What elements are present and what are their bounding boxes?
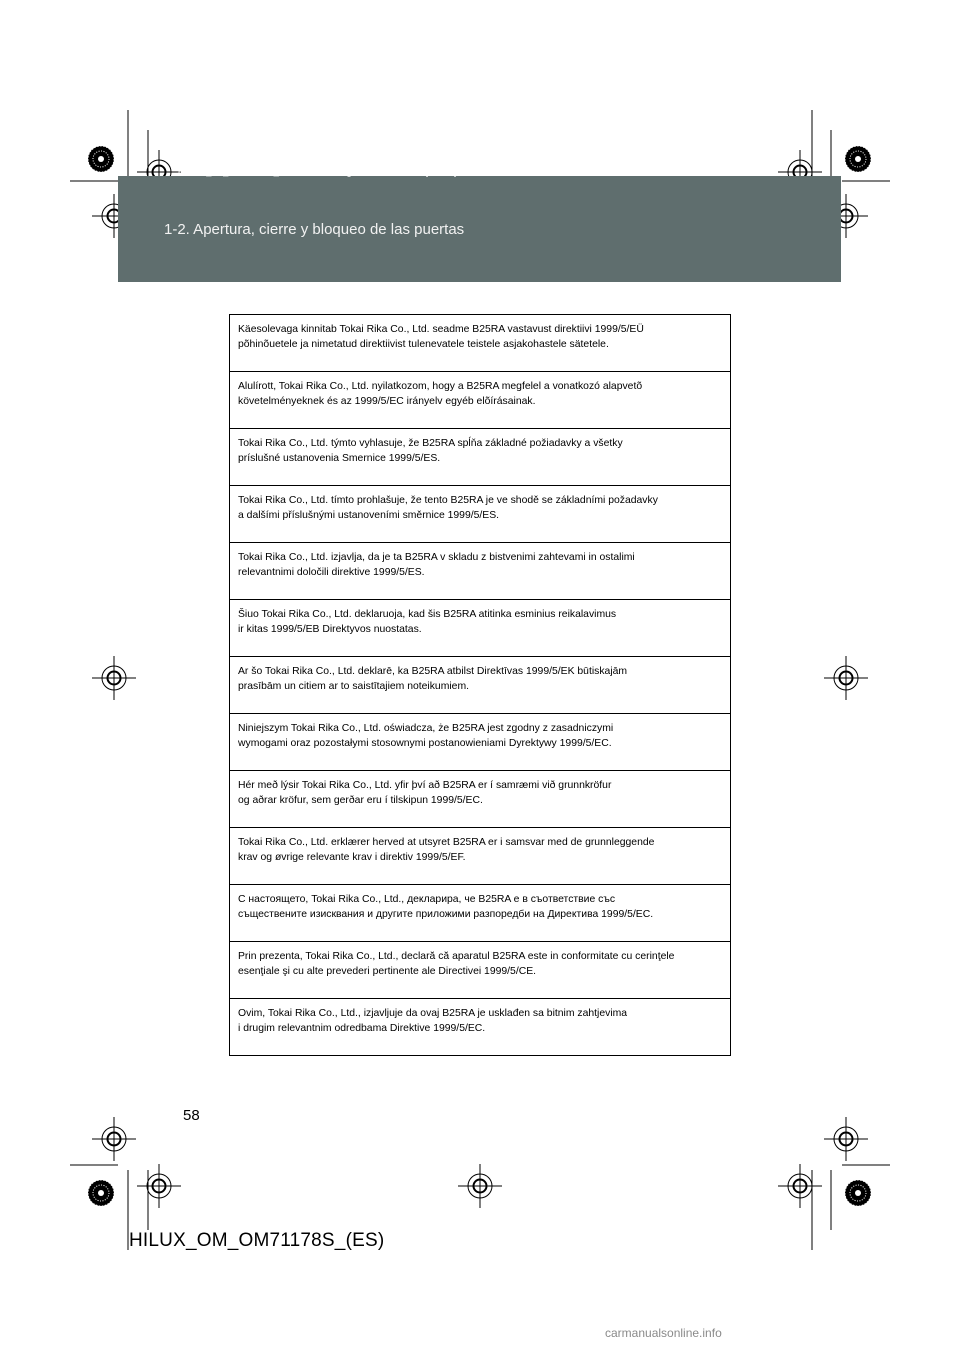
color-target-icon (845, 1180, 871, 1206)
declaration-text-line: Ovim, Tokai Rika Co., Ltd., izjavljuje da ovaj B25RA je usklađen sa bitnim zahtjevima (238, 1008, 628, 1019)
table-row (230, 315, 730, 372)
declaration-text-line: a dalšími příslušnými ustanoveními směrnice 1999/5/ES. (238, 510, 500, 521)
declaration-text-line: ir kitas 1999/5/EB Direktyvos nuostatas. (238, 624, 422, 635)
declaration-text-line: követelményeknek és az 1999/5/EC irányelv egyéb elõírásainak. (238, 396, 536, 407)
table-row (230, 828, 730, 885)
table-row (230, 885, 730, 942)
declaration-text-line: съществените изисквания и другите приложими разпоредби на Директива 1999/5/ЕС. (238, 909, 654, 920)
table-row (230, 372, 730, 429)
table-row (230, 600, 730, 657)
table-row (230, 429, 730, 486)
declaration-text-line: Tokai Rika Co., Ltd. týmto vyhlasuje, že B25RA spĺňa základné požiadavky a všetky (238, 438, 623, 449)
registration-mark-icon (458, 1164, 502, 1208)
registration-mark-icon (824, 656, 868, 700)
declaration-text-line: Tokai Rika Co., Ltd. izjavlja, da je ta B25RA v skladu z bistvenimi zahtevami in ostalimi (238, 552, 635, 563)
table-row (230, 543, 730, 600)
table-row (230, 657, 730, 714)
table-row (230, 942, 730, 999)
declaration-text-line: С настоящето, Tokai Rika Co., Ltd., декларира, че B25RA е в съответствие със (238, 894, 616, 905)
declaration-text-line: relevantnimi določili direktive 1999/5/ES. (238, 567, 425, 578)
declaration-text-line: Tokai Rika Co., Ltd. tímto prohlašuje, že tento B25RA je ve shodě se základními požadavky (238, 495, 658, 506)
declaration-text-line: príslušné ustanovenia Smernice 1999/5/ES. (238, 453, 441, 464)
watermark: carmanualsonline.info (605, 1326, 722, 1340)
table-row (230, 486, 730, 543)
page-number: 58 (183, 1107, 200, 1124)
table-row (230, 999, 730, 1055)
declaration-text-line: Tokai Rika Co., Ltd. erklærer herved at utsyret B25RA er i samsvar med de grunnleggende (238, 837, 655, 848)
declaration-text-line: Niniejszym Tokai Rika Co., Ltd. oświadcza, że B25RA jest zgodny z zasadniczymi (238, 723, 614, 734)
declaration-text-line: Alulírott, Tokai Rika Co., Ltd. nyilatkozom, hogy a B25RA megfelel a vonatkozó alapvetõ (238, 381, 643, 392)
declaration-text-line: Käesolevaga kinnitab Tokai Rika Co., Ltd. seadme B25RA vastavust direktiivi 1999/5/EÜ (238, 324, 644, 335)
declarations-table (229, 314, 731, 1056)
registration-mark-icon (778, 1164, 822, 1208)
color-target-icon (88, 1180, 114, 1206)
declaration-text-line: Šiuo Tokai Rika Co., Ltd. deklaruoja, kad šis B25RA atitinka esminius reikalavimus (238, 609, 617, 620)
declaration-text-line: og aðrar kröfur, sem gerðar eru í tilskipun 1999/5/EC. (238, 795, 483, 806)
declaration-text-line: i drugim relevantnim odredbama Direktive 1999/5/EC. (238, 1023, 486, 1034)
registration-mark-icon (137, 1164, 181, 1208)
book-info-text: HILUX_OM_OM71178S_(ES).book Page 58 Wednesday, May 16, 2012 3:09 PM (178, 168, 555, 178)
registration-mark-icon (92, 1117, 136, 1161)
document-code: HILUX_OM_OM71178S_(ES) (129, 1230, 385, 1251)
declaration-text-line: põhinõuetele ja nimetatud direktiivist tulenevatele teistele asjakohastele sätetele. (238, 339, 609, 350)
registration-mark-icon (92, 656, 136, 700)
declaration-text-line: prasībām un citiem ar to saistītajiem noteikumiem. (238, 681, 469, 692)
declaration-text-line: esenţiale şi cu alte prevederi pertinente ale Directivei 1999/5/CE. (238, 966, 537, 977)
table-row (230, 771, 730, 828)
declaration-text-line: Prin prezenta, Tokai Rika Co., Ltd., declară că aparatul B25RA este in conformitate cu cerinţele (238, 951, 675, 962)
declaration-text-line: krav og øvrige relevante krav i direktiv 1999/5/EF. (238, 852, 466, 863)
registration-mark-icon (824, 1117, 868, 1161)
declaration-text-line: wymogami oraz pozostałymi stosownymi postanowieniami Dyrektywy 1999/5/EC. (238, 738, 612, 749)
color-target-icon (845, 146, 871, 172)
color-target-icon (88, 146, 114, 172)
declaration-text-line: Hér með lýsir Tokai Rika Co., Ltd. yfir því að B25RA er í samræmi við grunnkröfur (238, 780, 612, 791)
declaration-text-line: Ar šo Tokai Rika Co., Ltd. deklarē, ka B25RA atbilst Direktīvas 1999/5/EK būtiskajām (238, 666, 628, 677)
section-title: 1-2. Apertura, cierre y bloqueo de las puertas (164, 221, 465, 238)
table-row (230, 714, 730, 771)
